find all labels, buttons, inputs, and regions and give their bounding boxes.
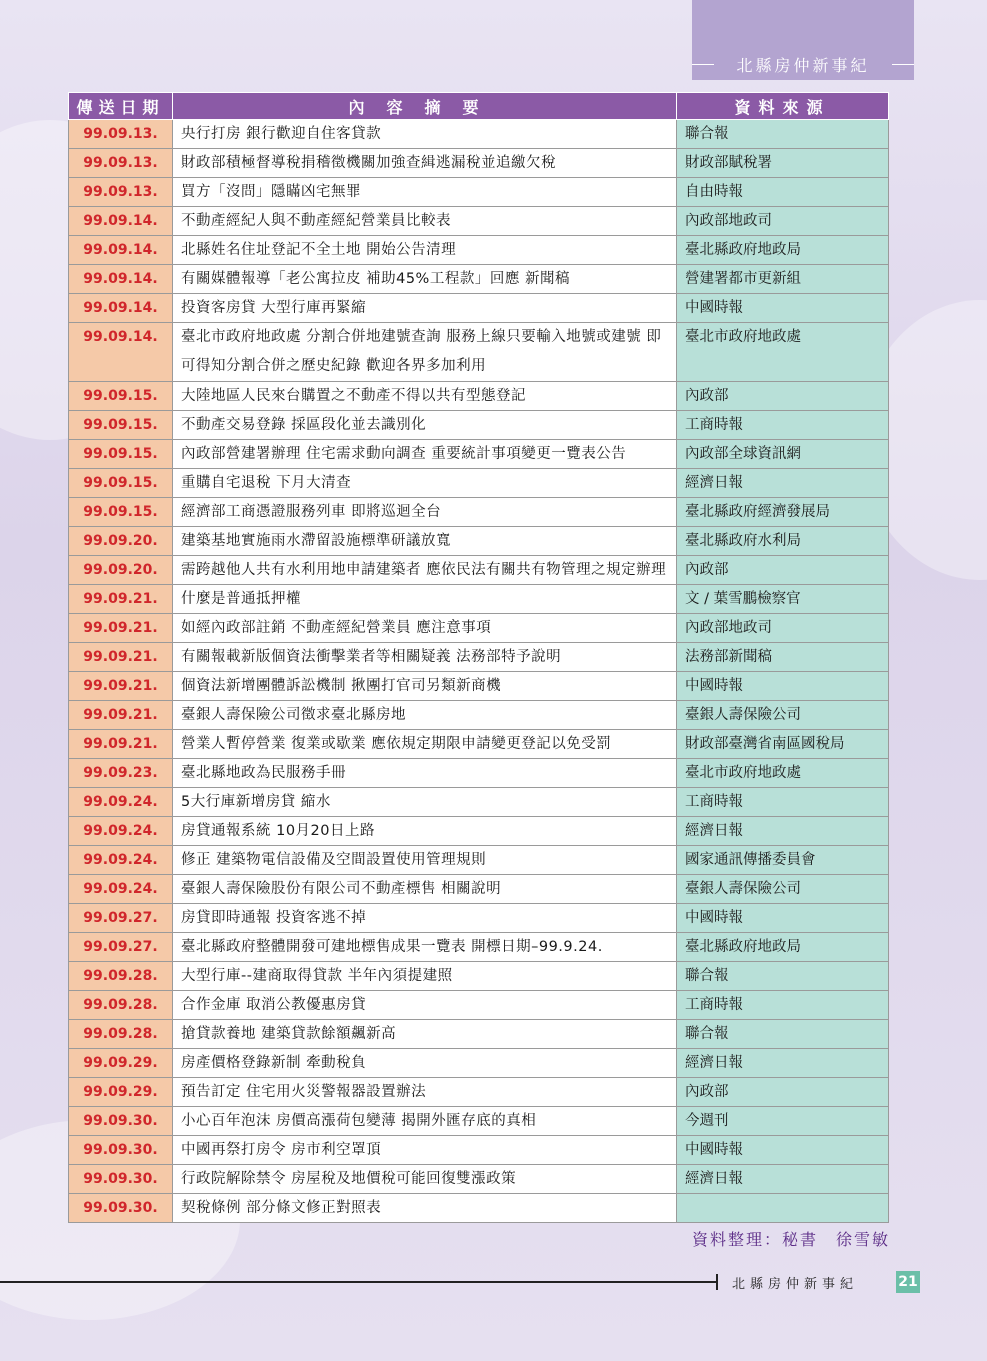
source-cell: 今週刊 xyxy=(677,1107,889,1136)
summary-cell: 投資客房貸 大型行庫再緊縮 xyxy=(173,294,677,323)
source-cell xyxy=(677,1194,889,1223)
date-cell: 99.09.28. xyxy=(69,991,173,1020)
summary-cell: 契稅條例 部分條文修正對照表 xyxy=(173,1194,677,1223)
date-cell: 99.09.23. xyxy=(69,759,173,788)
date-cell: 99.09.21. xyxy=(69,730,173,759)
summary-cell: 有關媒體報導「老公寓拉皮 補助45%工程款」回應 新聞稿 xyxy=(173,265,677,294)
table-row xyxy=(69,1107,889,1136)
table-row xyxy=(69,1020,889,1049)
date-cell: 99.09.21. xyxy=(69,614,173,643)
source-cell: 內政部地政司 xyxy=(677,614,889,643)
summary-cell: 預告訂定 住宅用火災警報器設置辦法 xyxy=(173,1078,677,1107)
source-cell: 中國時報 xyxy=(677,294,889,323)
summary-cell: 內政部營建署辦理 住宅需求動向調查 重要統計事項變更一覽表公告 xyxy=(173,440,677,469)
footer-rule xyxy=(0,1281,716,1283)
source-cell: 工商時報 xyxy=(677,788,889,817)
table-row xyxy=(69,846,889,875)
source-cell: 中國時報 xyxy=(677,904,889,933)
date-cell: 99.09.15. xyxy=(69,469,173,498)
table-row xyxy=(69,1194,889,1223)
summary-cell: 如經內政部註銷 不動產經紀營業員 應注意事項 xyxy=(173,614,677,643)
source-cell: 內政部全球資訊網 xyxy=(677,440,889,469)
source-cell: 中國時報 xyxy=(677,672,889,701)
footer-title: 北縣房仲新事紀 xyxy=(732,1277,859,1292)
date-cell: 99.09.27. xyxy=(69,933,173,962)
table-row xyxy=(69,149,889,178)
date-cell: 99.09.20. xyxy=(69,556,173,585)
source-cell: 財政部賦稅署 xyxy=(677,149,889,178)
table-row xyxy=(69,323,889,382)
footer-tick xyxy=(716,1274,718,1290)
source-cell: 內政部 xyxy=(677,1078,889,1107)
date-cell: 99.09.15. xyxy=(69,498,173,527)
summary-cell: 建築基地實施雨水滯留設施標準研議放寬 xyxy=(173,527,677,556)
source-cell: 工商時報 xyxy=(677,411,889,440)
date-cell: 99.09.13. xyxy=(69,178,173,207)
source-cell: 內政部地政司 xyxy=(677,207,889,236)
table-row xyxy=(69,730,889,759)
date-cell: 99.09.15. xyxy=(69,382,173,411)
date-cell: 99.09.14. xyxy=(69,294,173,323)
date-cell: 99.09.24. xyxy=(69,846,173,875)
table-row xyxy=(69,178,889,207)
source-cell: 內政部 xyxy=(677,382,889,411)
table-row xyxy=(69,382,889,411)
table-row xyxy=(69,788,889,817)
date-cell: 99.09.13. xyxy=(69,120,173,149)
date-cell: 99.09.21. xyxy=(69,672,173,701)
page-number: 21 xyxy=(896,1271,920,1293)
table-row xyxy=(69,556,889,585)
source-cell: 臺北縣政府經濟發展局 xyxy=(677,498,889,527)
header-title: 北縣房仲新事紀 xyxy=(736,56,870,75)
date-cell: 99.09.15. xyxy=(69,411,173,440)
summary-cell: 房貸即時通報 投資客逃不掉 xyxy=(173,904,677,933)
summary-cell: 臺銀人壽保險公司徵求臺北縣房地 xyxy=(173,701,677,730)
table-row xyxy=(69,614,889,643)
summary-cell: 搶貸款養地 建築貸款餘額飆新高 xyxy=(173,1020,677,1049)
date-cell: 99.09.14. xyxy=(69,236,173,265)
summary-cell: 央行打房 銀行歡迎自住客貸款 xyxy=(173,120,677,149)
table-row xyxy=(69,411,889,440)
table-row xyxy=(69,585,889,614)
summary-cell: 中國再祭打房令 房市利空罩頂 xyxy=(173,1136,677,1165)
source-cell: 內政部 xyxy=(677,556,889,585)
table-row xyxy=(69,817,889,846)
source-cell: 臺北市政府地政處 xyxy=(677,323,889,382)
source-cell: 經濟日報 xyxy=(677,817,889,846)
table-row xyxy=(69,672,889,701)
date-cell: 99.09.30. xyxy=(69,1107,173,1136)
date-cell: 99.09.27. xyxy=(69,904,173,933)
summary-cell: 買方「沒問」隱瞞凶宅無罪 xyxy=(173,178,677,207)
date-cell: 99.09.28. xyxy=(69,1020,173,1049)
summary-cell: 房貸通報系統 10月20日上路 xyxy=(173,817,677,846)
summary-cell: 房產價格登錄新制 牽動稅負 xyxy=(173,1049,677,1078)
date-cell: 99.09.24. xyxy=(69,817,173,846)
date-cell: 99.09.29. xyxy=(69,1049,173,1078)
source-cell: 中國時報 xyxy=(677,1136,889,1165)
date-cell: 99.09.30. xyxy=(69,1136,173,1165)
date-cell: 99.09.29. xyxy=(69,1078,173,1107)
summary-cell: 大陸地區人民來台購置之不動產不得以共有型態登記 xyxy=(173,382,677,411)
table-row xyxy=(69,643,889,672)
table-row xyxy=(69,527,889,556)
table-row xyxy=(69,236,889,265)
table-row xyxy=(69,498,889,527)
table-row xyxy=(69,1136,889,1165)
summary-cell: 不動產經紀人與不動產經紀營業員比較表 xyxy=(173,207,677,236)
summary-cell: 什麼是普通抵押權 xyxy=(173,585,677,614)
column-header-date: 傳送日期 xyxy=(69,93,173,120)
date-cell: 99.09.28. xyxy=(69,962,173,991)
table-row xyxy=(69,759,889,788)
compiler-credit: 資料整理：秘書 徐雪敏 xyxy=(691,1230,890,1249)
date-cell: 99.09.13. xyxy=(69,149,173,178)
summary-cell: 營業人暫停營業 復業或歇業 應依規定期限申請變更登記以免受罰 xyxy=(173,730,677,759)
table-row xyxy=(69,875,889,904)
source-cell: 聯合報 xyxy=(677,120,889,149)
source-cell: 法務部新聞稿 xyxy=(677,643,889,672)
source-cell: 臺北縣政府地政局 xyxy=(677,236,889,265)
source-cell: 臺銀人壽保險公司 xyxy=(677,875,889,904)
table-row xyxy=(69,962,889,991)
source-cell: 經濟日報 xyxy=(677,1165,889,1194)
summary-cell: 修正 建築物電信設備及空間設置使用管理規則 xyxy=(173,846,677,875)
source-cell: 臺銀人壽保險公司 xyxy=(677,701,889,730)
date-cell: 99.09.21. xyxy=(69,585,173,614)
summary-cell: 行政院解除禁令 房屋稅及地價稅可能回復雙漲政策 xyxy=(173,1165,677,1194)
table-row xyxy=(69,469,889,498)
summary-cell: 需跨越他人共有水利用地申請建築者 應依民法有關共有物管理之規定辦理 xyxy=(173,556,677,585)
summary-cell: 經濟部工商憑證服務列車 即將巡迴全台 xyxy=(173,498,677,527)
source-cell: 財政部臺灣省南區國稅局 xyxy=(677,730,889,759)
source-cell: 自由時報 xyxy=(677,178,889,207)
date-cell: 99.09.24. xyxy=(69,788,173,817)
summary-cell: 臺北市政府地政處 分割合併地建號查詢 服務上線只要輸入地號或建號 即可得知分割合併之歷史紀錄 歡迎各界多加利用 xyxy=(173,323,677,382)
date-cell: 99.09.24. xyxy=(69,875,173,904)
table-body xyxy=(69,120,889,1223)
table-row xyxy=(69,440,889,469)
date-cell: 99.09.30. xyxy=(69,1194,173,1223)
source-cell: 臺北縣政府地政局 xyxy=(677,933,889,962)
summary-cell: 個資法新增團體訴訟機制 揪團打官司另類新商機 xyxy=(173,672,677,701)
date-cell: 99.09.21. xyxy=(69,643,173,672)
date-cell: 99.09.14. xyxy=(69,323,173,382)
summary-cell: 北縣姓名住址登記不全土地 開始公告清理 xyxy=(173,236,677,265)
source-cell: 經濟日報 xyxy=(677,469,889,498)
summary-cell: 不動產交易登錄 採區段化並去識別化 xyxy=(173,411,677,440)
source-cell: 國家通訊傳播委員會 xyxy=(677,846,889,875)
date-cell: 99.09.20. xyxy=(69,527,173,556)
source-cell: 臺北縣政府水利局 xyxy=(677,527,889,556)
summary-cell: 財政部積極督導稅捐稽徵機關加強查緝逃漏稅並追繳欠稅 xyxy=(173,149,677,178)
summary-cell: 重購自宅退稅 下月大清查 xyxy=(173,469,677,498)
source-cell: 臺北市政府地政處 xyxy=(677,759,889,788)
summary-cell: 臺北縣政府整體開發可建地標售成果一覽表 開標日期–99.9.24. xyxy=(173,933,677,962)
summary-cell: 合作金庫 取消公教優惠房貸 xyxy=(173,991,677,1020)
table-row xyxy=(69,701,889,730)
date-cell: 99.09.30. xyxy=(69,1165,173,1194)
table-header-row xyxy=(69,93,889,120)
table-row xyxy=(69,904,889,933)
column-header-source: 資料來源 xyxy=(677,93,889,120)
table-row xyxy=(69,1078,889,1107)
table-row xyxy=(69,1165,889,1194)
summary-cell: 有關報載新版個資法衝擊業者等相關疑義 法務部特予說明 xyxy=(173,643,677,672)
date-cell: 99.09.15. xyxy=(69,440,173,469)
source-cell: 營建署都市更新組 xyxy=(677,265,889,294)
column-header-summary: 內容摘要 xyxy=(173,93,677,120)
source-cell: 聯合報 xyxy=(677,962,889,991)
source-cell: 工商時報 xyxy=(677,991,889,1020)
table-row xyxy=(69,207,889,236)
source-cell: 文 / 葉雪鵬檢察官 xyxy=(677,585,889,614)
summary-cell: 5大行庫新增房貸 縮水 xyxy=(173,788,677,817)
summary-cell: 臺北縣地政為民服務手冊 xyxy=(173,759,677,788)
summary-cell: 小心百年泡沫 房價高漲荷包變薄 揭開外匯存底的真相 xyxy=(173,1107,677,1136)
table-row xyxy=(69,120,889,149)
table-row xyxy=(69,991,889,1020)
summary-cell: 大型行庫--建商取得貸款 半年內須提建照 xyxy=(173,962,677,991)
date-cell: 99.09.21. xyxy=(69,701,173,730)
source-cell: 經濟日報 xyxy=(677,1049,889,1078)
news-table xyxy=(68,92,889,1223)
source-cell: 聯合報 xyxy=(677,1020,889,1049)
date-cell: 99.09.14. xyxy=(69,265,173,294)
table-row xyxy=(69,265,889,294)
table-row xyxy=(69,1049,889,1078)
summary-cell: 臺銀人壽保險股份有限公司不動產標售 相關說明 xyxy=(173,875,677,904)
date-cell: 99.09.14. xyxy=(69,207,173,236)
table-row xyxy=(69,933,889,962)
table-row xyxy=(69,294,889,323)
